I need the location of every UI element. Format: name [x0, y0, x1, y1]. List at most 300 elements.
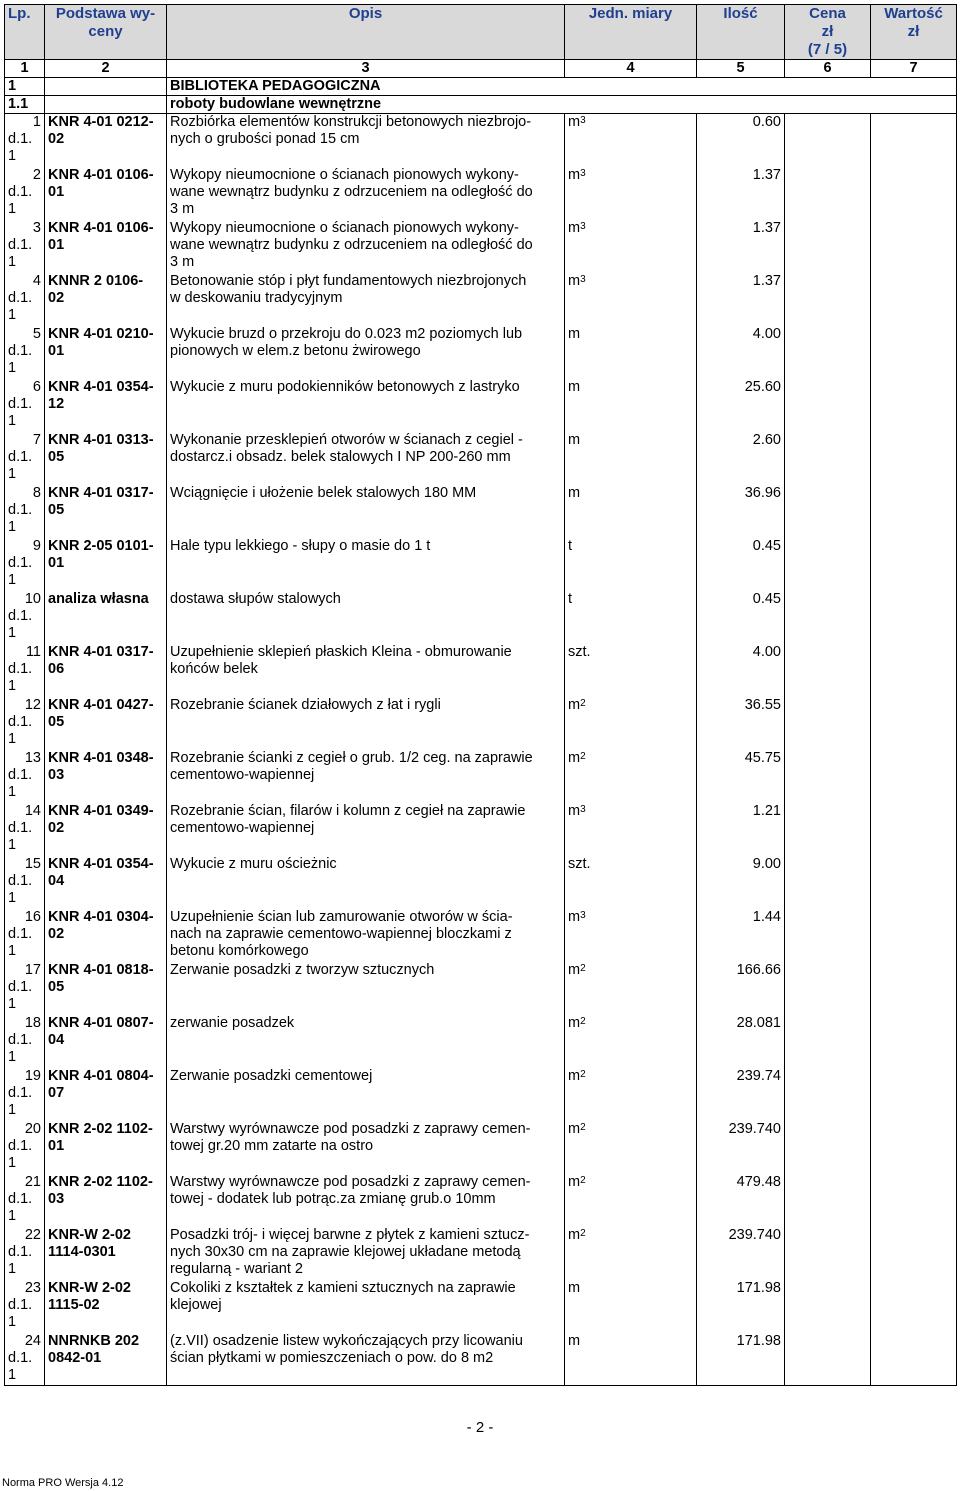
- item-value: [871, 591, 957, 644]
- item-lp-line3: 1: [8, 148, 17, 164]
- item-basis: analiza własna: [45, 591, 167, 644]
- item-quantity: 239.74: [697, 1068, 785, 1121]
- item-number: 10: [24, 590, 41, 607]
- table-row: [5, 326, 957, 379]
- item-basis: KNR 2-05 0101- 01: [45, 538, 167, 591]
- item-unit: [565, 114, 697, 167]
- item-lp-line3: 1: [8, 942, 17, 959]
- item-price: [785, 803, 871, 856]
- item-unit-exponent: 2: [580, 1174, 586, 1186]
- item-description: Hale typu lekkiego - słupy o masie do 1 t: [167, 538, 565, 591]
- item-lp-line3: 1: [8, 200, 17, 217]
- item-lp-line2: d.1.: [8, 448, 33, 465]
- section-spacer: [45, 78, 167, 96]
- item-price: [785, 167, 871, 220]
- item-quantity: 45.75: [697, 750, 785, 803]
- item-basis: NNRNKB 202 0842-01: [45, 1333, 167, 1386]
- item-basis: KNR 2-02 1102- 03: [45, 1174, 167, 1227]
- item-number: 17: [24, 961, 41, 978]
- item-value: [871, 962, 957, 1015]
- item-unit-text: m: [568, 378, 581, 395]
- item-lp-line2: d.1.: [8, 872, 33, 889]
- col-number: 5: [697, 60, 785, 78]
- item-description: zerwanie posadzek: [167, 1015, 565, 1068]
- item-lp-line2: d.1.: [8, 395, 33, 412]
- item-unit-exponent: 2: [580, 1121, 586, 1133]
- item-description: Wykucie z muru ościeżnic: [167, 856, 565, 909]
- item-value: [871, 1068, 957, 1121]
- table-row: [5, 1333, 957, 1386]
- column-number-row: [5, 60, 957, 78]
- item-value: [871, 1280, 957, 1333]
- item-lp-line2: d.1.: [8, 1137, 33, 1154]
- item-unit: [565, 909, 697, 962]
- item-lp-line2: d.1.: [8, 766, 33, 783]
- item-lp: [5, 644, 45, 697]
- item-unit-text: t: [568, 537, 573, 554]
- item-description: Cokoliki z kształtek z kamieni sztucznych na zaprawie klejowej: [167, 1280, 565, 1333]
- estimate-table: [4, 4, 957, 1386]
- item-price: [785, 485, 871, 538]
- subsection-title: roboty budowlane wewnętrzne: [167, 96, 957, 114]
- estimate-sheet: [4, 4, 956, 1386]
- table-row: [5, 220, 957, 273]
- table-row: [5, 591, 957, 644]
- item-value: [871, 432, 957, 485]
- table-row: [5, 485, 957, 538]
- item-quantity: 1.37: [697, 220, 785, 273]
- item-description: (z.VII) osadzenie listew wykończających przy licowaniu ścian płytkami w pomieszczeniach o pow. do 8 m2: [167, 1333, 565, 1386]
- item-price: [785, 750, 871, 803]
- item-value: [871, 326, 957, 379]
- item-price: [785, 220, 871, 273]
- item-quantity: 239.740: [697, 1227, 785, 1280]
- item-price: [785, 432, 871, 485]
- table-row: [5, 273, 957, 326]
- item-lp-line3: 1: [8, 1260, 17, 1277]
- item-description: Wykopy nieumocnione o ścianach pionowych wykony- wane wewnątrz budynku z odrzuceniem na odległość do 3 m: [167, 220, 565, 273]
- item-lp-line2: d.1.: [8, 131, 33, 147]
- item-value: [871, 1333, 957, 1386]
- item-unit: [565, 644, 697, 697]
- item-lp: [5, 909, 45, 962]
- item-quantity: 4.00: [697, 326, 785, 379]
- item-unit-text: m: [568, 696, 581, 713]
- item-lp: [5, 220, 45, 273]
- item-basis: KNR 4-01 0354- 12: [45, 379, 167, 432]
- item-unit-text: m: [568, 1067, 581, 1084]
- item-quantity: 239.740: [697, 1121, 785, 1174]
- section-row: [5, 78, 957, 96]
- item-unit-exponent: 2: [580, 697, 586, 709]
- item-value: [871, 909, 957, 962]
- item-price: [785, 114, 871, 167]
- table-row: [5, 379, 957, 432]
- table-row: [5, 1121, 957, 1174]
- item-quantity: 28.081: [697, 1015, 785, 1068]
- item-number: 5: [32, 325, 41, 342]
- item-unit-exponent: 2: [580, 750, 586, 762]
- item-basis: KNR 4-01 0106- 01: [45, 220, 167, 273]
- item-lp-line3: 1: [8, 1154, 17, 1171]
- item-quantity: 0.45: [697, 591, 785, 644]
- item-basis: KNR-W 2-02 1114-0301: [45, 1227, 167, 1280]
- header-desc: Opis: [167, 5, 565, 60]
- item-lp: [5, 591, 45, 644]
- item-lp-line3: 1: [8, 465, 17, 482]
- item-number: 22: [24, 1226, 41, 1243]
- item-unit-exponent: 2: [580, 1068, 586, 1080]
- item-unit-text: m: [568, 1120, 581, 1137]
- table-row: [5, 962, 957, 1015]
- item-description: Uzupełnienie ścian lub zamurowanie otworów w ścia- nach na zaprawie cementowo-wapiennej bloczkami z betonu komórkowego: [167, 909, 565, 962]
- item-price: [785, 1068, 871, 1121]
- item-lp-line2: d.1.: [8, 236, 33, 253]
- item-price: [785, 1174, 871, 1227]
- item-unit-exponent: 3: [580, 220, 586, 232]
- item-price: [785, 379, 871, 432]
- item-lp-line3: 1: [8, 359, 17, 376]
- item-lp: [5, 1068, 45, 1121]
- item-basis: KNR 4-01 0313- 05: [45, 432, 167, 485]
- item-lp: [5, 697, 45, 750]
- item-number: 24: [24, 1332, 41, 1349]
- item-lp-line3: 1: [8, 306, 17, 323]
- item-number: 8: [32, 484, 41, 501]
- item-unit: [565, 538, 697, 591]
- item-unit: [565, 1068, 697, 1121]
- item-lp: [5, 1015, 45, 1068]
- table-row: [5, 856, 957, 909]
- item-quantity: 166.66: [697, 962, 785, 1015]
- item-unit: [565, 379, 697, 432]
- item-quantity: 479.48: [697, 1174, 785, 1227]
- item-description: Betonowanie stóp i płyt fundamentowych niezbrojonych w deskowaniu tradycyjnym: [167, 273, 565, 326]
- section-number: 1: [5, 78, 45, 96]
- page-number: - 2 -: [466, 1419, 494, 1436]
- item-unit: [565, 856, 697, 909]
- item-lp-line2: d.1.: [8, 1084, 33, 1101]
- item-price: [785, 909, 871, 962]
- item-value: [871, 1227, 957, 1280]
- item-lp: [5, 1333, 45, 1386]
- item-description: Posadzki trój- i więcej barwne z płytek z kamieni sztucz- nych 30x30 cm na zaprawie klejowej układane metodą regularną - wariant 2: [167, 1227, 565, 1280]
- table-row: [5, 167, 957, 220]
- item-lp-line2: d.1.: [8, 1349, 33, 1366]
- item-basis: KNR 4-01 0212- 02: [45, 114, 167, 167]
- item-description: Rozebranie ścian, filarów i kolumn z cegieł na zaprawie cementowo-wapiennej: [167, 803, 565, 856]
- item-number: 19: [24, 1067, 41, 1084]
- item-unit-text: m: [568, 1014, 581, 1031]
- item-lp: [5, 379, 45, 432]
- item-unit-text: szt.: [568, 855, 591, 872]
- table-row: [5, 697, 957, 750]
- item-value: [871, 485, 957, 538]
- item-description: Wykonanie przesklepień otworów w ścianach z cegiel - dostarcz.i obsadz. belek stalowych I NP 200-260 mm: [167, 432, 565, 485]
- item-lp: [5, 538, 45, 591]
- item-lp: [5, 803, 45, 856]
- subsection-spacer: [45, 96, 167, 114]
- item-unit-exponent: 3: [580, 273, 586, 285]
- table-row: [5, 1174, 957, 1227]
- item-lp-line2: d.1.: [8, 1031, 33, 1048]
- item-number: 1: [32, 114, 41, 130]
- item-value: [871, 379, 957, 432]
- item-lp-line2: d.1.: [8, 554, 33, 571]
- subsection-row: [5, 96, 957, 114]
- table-row: [5, 1227, 957, 1280]
- item-unit: [565, 803, 697, 856]
- item-unit: [565, 962, 697, 1015]
- col-number: 7: [871, 60, 957, 78]
- item-lp-line3: 1: [8, 1313, 17, 1330]
- item-lp-line3: 1: [8, 412, 17, 429]
- item-lp: [5, 1174, 45, 1227]
- item-lp-line3: 1: [8, 995, 17, 1012]
- item-lp-line2: d.1.: [8, 713, 33, 730]
- item-basis: KNR 4-01 0427- 05: [45, 697, 167, 750]
- table-row: [5, 1068, 957, 1121]
- item-number: 14: [24, 802, 41, 819]
- item-lp: [5, 962, 45, 1015]
- item-number: 4: [32, 272, 41, 289]
- item-value: [871, 1174, 957, 1227]
- item-lp-line2: d.1.: [8, 183, 33, 200]
- item-value: [871, 803, 957, 856]
- item-unit-text: m: [568, 166, 581, 183]
- item-unit-exponent: 2: [580, 962, 586, 974]
- item-basis: KNR 2-02 1102- 01: [45, 1121, 167, 1174]
- col-number: 4: [565, 60, 697, 78]
- item-description: Zerwanie posadzki cementowej: [167, 1068, 565, 1121]
- item-basis: KNR 4-01 0807- 04: [45, 1015, 167, 1068]
- table-row: [5, 750, 957, 803]
- table-row: [5, 644, 957, 697]
- item-basis: KNR 4-01 0210- 01: [45, 326, 167, 379]
- table-row: [5, 114, 957, 167]
- table-header-row: [5, 5, 957, 60]
- item-number: 11: [25, 643, 41, 660]
- item-unit-text: m: [568, 484, 581, 501]
- item-unit: [565, 1227, 697, 1280]
- col-number: 6: [785, 60, 871, 78]
- item-unit-exponent: 3: [580, 115, 586, 126]
- item-lp-line2: d.1.: [8, 607, 33, 624]
- item-unit: [565, 1280, 697, 1333]
- header-value: Wartość zł: [871, 5, 957, 60]
- item-number: 7: [32, 431, 41, 448]
- col-number: 1: [5, 60, 45, 78]
- table-row: [5, 803, 957, 856]
- section-title: BIBLIOTEKA PEDAGOGICZNA: [167, 78, 957, 96]
- item-lp-line3: 1: [8, 624, 17, 641]
- item-price: [785, 1333, 871, 1386]
- item-basis: KNR 4-01 0818- 05: [45, 962, 167, 1015]
- item-quantity: 171.98: [697, 1333, 785, 1386]
- item-lp: [5, 432, 45, 485]
- item-number: 3: [32, 219, 41, 236]
- item-unit-exponent: 3: [580, 803, 586, 815]
- item-unit-text: m: [568, 749, 581, 766]
- header-basis: Podstawa wy- ceny: [45, 5, 167, 60]
- table-row: [5, 538, 957, 591]
- software-footer: Norma PRO Wersja 4.12: [2, 1477, 124, 1489]
- item-unit-text: m: [568, 325, 581, 342]
- item-unit-text: m: [568, 114, 581, 130]
- item-lp-line3: 1: [8, 836, 17, 853]
- item-lp: [5, 750, 45, 803]
- item-lp-line2: d.1.: [8, 342, 33, 359]
- item-basis: KNR 4-01 0317- 06: [45, 644, 167, 697]
- item-quantity: 36.96: [697, 485, 785, 538]
- item-lp-line2: d.1.: [8, 1243, 33, 1260]
- item-lp: [5, 485, 45, 538]
- item-basis: KNR 4-01 0354- 04: [45, 856, 167, 909]
- item-lp: [5, 856, 45, 909]
- item-quantity: 1.37: [697, 167, 785, 220]
- item-price: [785, 962, 871, 1015]
- item-lp-line3: 1: [8, 1366, 17, 1383]
- item-basis: KNR 4-01 0349- 02: [45, 803, 167, 856]
- item-description: Warstwy wyrównawcze pod posadzki z zaprawy cemen- towej - dodatek lub potrąc.za zmianę grub.o 10mm: [167, 1174, 565, 1227]
- item-lp: [5, 1280, 45, 1333]
- item-lp-line2: d.1.: [8, 501, 33, 518]
- item-number: 21: [24, 1173, 41, 1190]
- item-unit-text: m: [568, 1173, 581, 1190]
- item-lp-line3: 1: [8, 1048, 17, 1065]
- table-row: [5, 1280, 957, 1333]
- item-basis: KNNR 2 0106- 02: [45, 273, 167, 326]
- item-unit: [565, 167, 697, 220]
- item-basis: KNR 4-01 0304- 02: [45, 909, 167, 962]
- item-quantity: 25.60: [697, 379, 785, 432]
- header-unit: Jedn. miary: [565, 5, 697, 60]
- item-unit: [565, 1333, 697, 1386]
- item-unit: [565, 1015, 697, 1068]
- item-basis: KNR 4-01 0348- 03: [45, 750, 167, 803]
- item-unit-text: m: [568, 802, 581, 819]
- item-unit-text: m: [568, 961, 581, 978]
- item-basis: KNR 4-01 0317- 05: [45, 485, 167, 538]
- item-value: [871, 1121, 957, 1174]
- item-unit-exponent: 2: [580, 1227, 586, 1239]
- item-quantity: 1.37: [697, 273, 785, 326]
- item-number: 6: [32, 378, 41, 395]
- item-value: [871, 750, 957, 803]
- item-value: [871, 1015, 957, 1068]
- item-lp: [5, 114, 45, 167]
- subsection-number: 1.1: [5, 96, 45, 114]
- item-value: [871, 644, 957, 697]
- item-description: Zerwanie posadzki z tworzyw sztucznych: [167, 962, 565, 1015]
- item-unit: [565, 432, 697, 485]
- item-number: 2: [32, 166, 41, 183]
- item-lp-line3: 1: [8, 730, 17, 747]
- item-value: [871, 273, 957, 326]
- item-unit-text: m: [568, 1332, 581, 1349]
- item-description: Wykopy nieumocnione o ścianach pionowych wykony- wane wewnątrz budynku z odrzuceniem na odległość do 3 m: [167, 167, 565, 220]
- item-price: [785, 326, 871, 379]
- item-value: [871, 220, 957, 273]
- item-price: [785, 1015, 871, 1068]
- item-lp-line2: d.1.: [8, 978, 33, 995]
- table-row: [5, 909, 957, 962]
- item-price: [785, 697, 871, 750]
- item-number: 13: [24, 749, 41, 766]
- header-lp: Lp.: [5, 5, 45, 60]
- item-price: [785, 591, 871, 644]
- item-lp-line3: 1: [8, 571, 17, 588]
- item-unit-text: m: [568, 219, 581, 236]
- item-unit: [565, 326, 697, 379]
- item-lp-line3: 1: [8, 783, 17, 800]
- item-unit: [565, 1121, 697, 1174]
- item-number: 12: [24, 696, 41, 713]
- table-row: [5, 1015, 957, 1068]
- item-number: 16: [24, 908, 41, 925]
- item-price: [785, 856, 871, 909]
- item-unit: [565, 750, 697, 803]
- item-number: 18: [24, 1014, 41, 1031]
- item-description: Warstwy wyrównawcze pod posadzki z zaprawy cemen- towej gr.20 mm zatarte na ostro: [167, 1121, 565, 1174]
- item-description: Rozbiórka elementów konstrukcji betonowych niezbrojo- nych o grubości ponad 15 cm: [167, 114, 565, 167]
- item-unit: [565, 697, 697, 750]
- item-basis: KNR 4-01 0804- 07: [45, 1068, 167, 1121]
- table-row: [5, 432, 957, 485]
- item-unit-text: m: [568, 1279, 581, 1296]
- item-quantity: 0.60: [697, 114, 785, 167]
- item-unit-text: m: [568, 431, 581, 448]
- item-quantity: 9.00: [697, 856, 785, 909]
- item-unit-text: m: [568, 908, 581, 925]
- item-value: [871, 538, 957, 591]
- item-number: 23: [24, 1279, 41, 1296]
- item-price: [785, 538, 871, 591]
- item-quantity: 171.98: [697, 1280, 785, 1333]
- item-price: [785, 1227, 871, 1280]
- item-lp-line2: d.1.: [8, 1296, 33, 1313]
- item-description: Wykucie z muru podokienników betonowych z lastryko: [167, 379, 565, 432]
- item-lp: [5, 1227, 45, 1280]
- item-value: [871, 167, 957, 220]
- item-basis: KNR-W 2-02 1115-02: [45, 1280, 167, 1333]
- item-number: 15: [24, 855, 41, 872]
- item-lp: [5, 1121, 45, 1174]
- item-price: [785, 1280, 871, 1333]
- item-unit-exponent: 3: [580, 909, 586, 921]
- item-lp-line3: 1: [8, 1101, 17, 1118]
- item-price: [785, 1121, 871, 1174]
- item-price: [785, 273, 871, 326]
- item-unit: [565, 591, 697, 644]
- item-description: Wykucie bruzd o przekroju do 0.023 m2 poziomych lub pionowych w elem.z betonu żwirowego: [167, 326, 565, 379]
- item-lp-line2: d.1.: [8, 660, 33, 677]
- item-value: [871, 856, 957, 909]
- item-unit-text: t: [568, 590, 573, 607]
- item-number: 20: [24, 1120, 41, 1137]
- item-description: Wciągnięcie i ułożenie belek stalowych 180 MM: [167, 485, 565, 538]
- item-lp-line3: 1: [8, 1207, 17, 1224]
- item-quantity: 1.44: [697, 909, 785, 962]
- item-price: [785, 644, 871, 697]
- item-quantity: 0.45: [697, 538, 785, 591]
- item-lp-line2: d.1.: [8, 925, 33, 942]
- item-description: Rozebranie ścianek działowych z łat i rygli: [167, 697, 565, 750]
- item-description: Uzupełnienie sklepień płaskich Kleina - obmurowanie końców belek: [167, 644, 565, 697]
- item-quantity: 4.00: [697, 644, 785, 697]
- item-description: Rozebranie ścianki z cegieł o grub. 1/2 ceg. na zaprawie cementowo-wapiennej: [167, 750, 565, 803]
- item-number: 9: [32, 537, 41, 554]
